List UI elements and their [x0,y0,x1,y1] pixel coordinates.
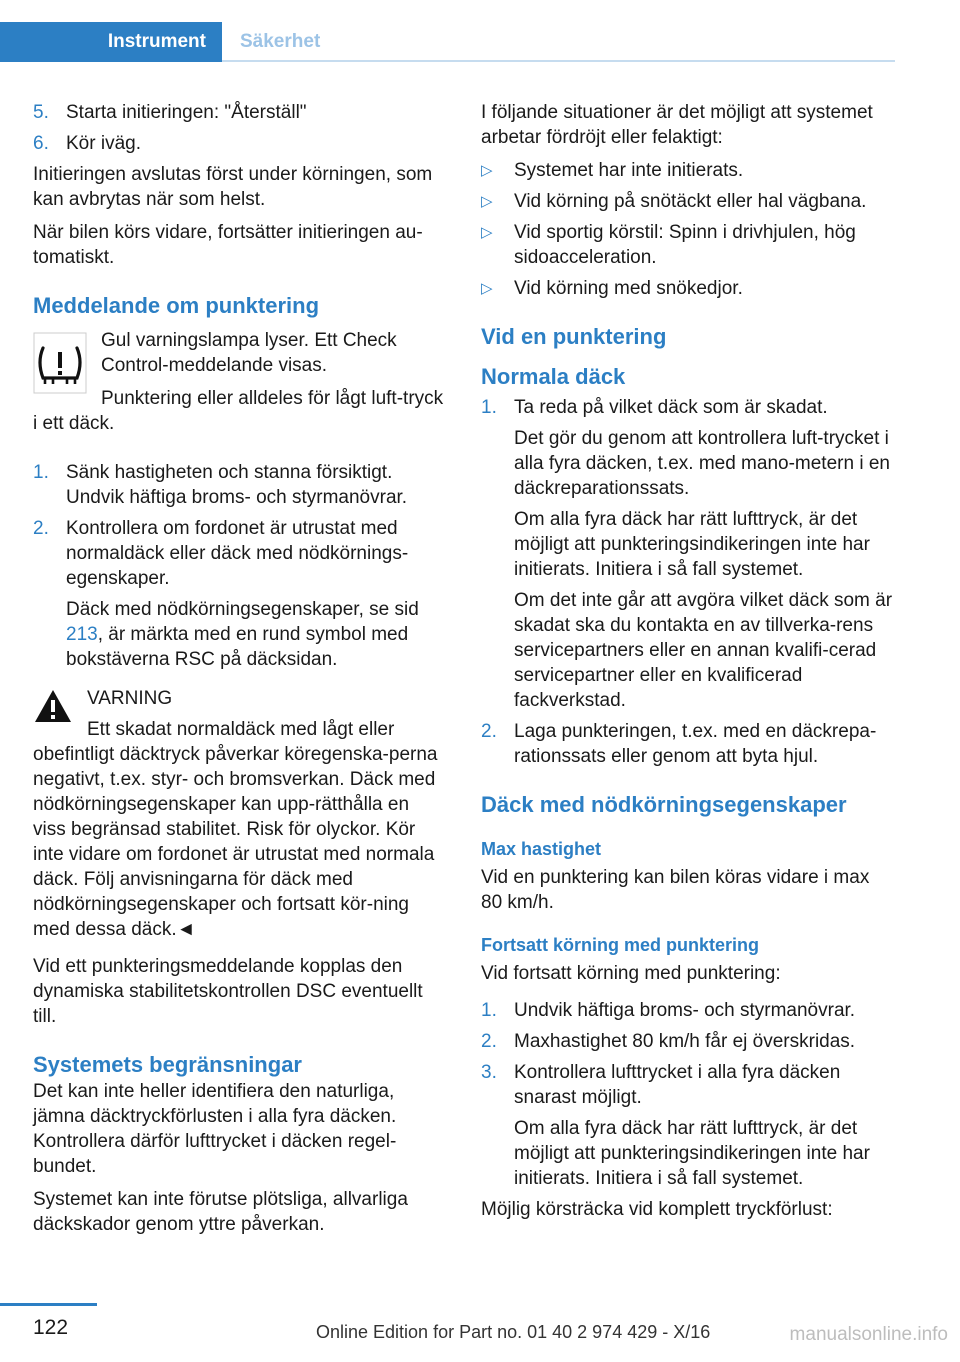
bullet-triangle-icon: ▷ [481,280,493,297]
watermark: manualsonline.info [789,1324,948,1345]
list-number: 1. [33,462,49,483]
list-item [481,1060,895,1191]
list-item [33,131,445,156]
paragraph: I följande situationer är det möjligt att systemet arbetar fördröjt eller felaktigt: [481,102,873,148]
page-number: 122 [33,1316,69,1339]
edition-footer: Online Edition for Part no. 01 40 2 974 429 - X/16 [316,1322,711,1342]
paragraph: Vid fortsatt körning med punktering: [481,963,781,984]
warning-text: Ett skadat normaldäck med lågt eller obefintligt däcktryck påverkar köregenska-perna negativt, t.ex. styr- och bromsverkan. Däck med nödkörningsegenskaper kan upp-rätthålla en viss begränsad stabilitet. Risk för olyckor. Kör inte vidare om fordonet är utrustat med normala däck. Följ anvisningarna för däck med nödkörningsegenskaper och fortsatt kör-ning med dessa däck.◄ [33,719,438,940]
list-text: Kontrollera lufttrycket i alla fyra däcken snarast möjligt. [514,1062,841,1108]
list-subtext: Om alla fyra däck har rätt lufttryck, är det möjligt att punkteringsindikeringen inte har initierats. Initiera i så fall systemet. [514,509,870,580]
tab-underline [222,60,895,62]
list-item [481,1029,895,1054]
list-item [481,719,895,769]
paragraph: När bilen körs vidare, fortsätter initieringen au-tomatiskt. [33,222,423,268]
heading-limitations: Systemets begränsningar [33,1052,302,1077]
footer-accent-line [0,1303,97,1306]
paragraph: Systemet kan inte förutse plötsliga, allvarliga däckskador genom yttre påverkan. [33,1189,408,1235]
list-item [33,100,445,125]
list-item [481,998,895,1023]
bullet-text: Vid körning med snökedjor. [514,278,743,299]
list-number: 2. [481,1031,497,1052]
list-text: Laga punkteringen, t.ex. med en däckrepa-rationssats eller genom att byta hjul. [514,721,877,767]
list-number: 2. [33,518,49,539]
list-item [33,460,445,510]
list-number: 3. [481,1062,497,1083]
list-subtext [66,597,445,672]
subtext-after: , är märkta med en rund symbol med bokstäverna RSC på däcksidan. [66,624,409,670]
paragraph: Vid en punktering kan bilen köras vidare i max 80 km/h. [481,867,870,913]
heading-max-speed: Max hastighet [481,839,602,859]
heading-at-puncture: Vid en punktering [481,324,667,349]
list-subtext: Om det inte går att avgöra vilket däck som är skadat ska du kontakta en av tillverka-rens servicepartners eller en annan kvalifi-cerad servicepartner eller en kvalificerad fackverkstad. [514,590,893,711]
warning-title: VARNING [87,688,173,709]
list-number: 6. [33,133,49,154]
bullet-triangle-icon: ▷ [481,224,493,241]
paragraph: Det kan inte heller identifiera den naturliga, jämna däcktryckförlusten i alla fyra däcken. Kontrollera därför lufttrycket i däcken regel-bundet. [33,1081,397,1177]
bullet-text: Systemet har inte initierats. [514,160,744,181]
heading-normal-tires: Normala däck [481,364,626,389]
bullet-item [481,220,895,270]
list-text: Undvik häftiga broms- och styrmanövrar. [514,1000,856,1021]
list-number: 1. [481,397,497,418]
list-text: Starta initieringen: "Återställ" [66,102,307,123]
list-text: Kör iväg. [66,133,141,154]
list-text: Maxhastighet 80 km/h får ej överskridas. [514,1031,856,1052]
list-text: Kontrollera om fordonet är utrustat med normaldäck eller däck med nödkörnings-egenskaper. [66,518,409,589]
heading-runflat-tires: Däck med nödkörningsegenskaper [481,792,847,817]
left-column [33,100,445,1245]
list-item [33,516,445,672]
list-number: 2. [481,721,497,742]
header-tabs [0,0,895,62]
list-text: Ta reda på vilket däck som är skadat. [514,397,828,418]
list-number: 1. [481,1000,497,1021]
bullet-text: Vid körning på snötäckt eller hal vägbana. [514,191,867,212]
paragraph: Vid ett punkteringsmeddelande kopplas den dynamiska stabilitetskontrollen DSC eventuellt till. [33,956,423,1027]
warning-triangle-icon [33,688,73,731]
paragraph: Möjlig körsträcka vid komplett tryckförlust: [481,1199,833,1220]
puncture-description: Punktering eller alldeles för lågt luft-tryck i ett däck. [33,388,444,434]
warning-block [33,686,445,942]
list-text: Sänk hastigheten och stanna försiktigt. Undvik häftiga broms- och styrmanövrar. [66,462,408,508]
heading-continue-driving: Fortsatt körning med punktering [481,935,760,955]
tab-sakerhet[interactable]: Säkerhet [240,31,321,52]
paragraph: Initieringen avslutas först under körningen, som kan avbrytas när som helst. [33,164,433,210]
bullet-item [481,158,895,183]
list-subtext: Det gör du genom att kontrollera luft-trycket i alla fyra däcken, t.ex. med mano-metern i en däckreparationssats. [514,428,890,499]
list-number: 5. [33,102,49,123]
bullet-item [481,189,895,214]
page-link-213[interactable]: 213 [66,624,98,645]
heading-puncture-message: Meddelande om punktering [33,293,320,318]
subtext-before: Däck med nödkörningsegenskaper, se sid [66,599,419,620]
lamp-description: Gul varningslampa lyser. Ett Check Control-meddelande visas. [101,330,397,376]
right-column [481,100,895,1230]
bullet-text: Vid sportig körstil: Spinn i drivhjulen, hög sidoacceleration. [514,222,856,268]
list-item [481,395,895,713]
bullet-item [481,276,895,301]
list-subtext: Om alla fyra däck har rätt lufttryck, är det möjligt att punkteringsindikeringen inte har initierats. Initiera i så fall systemet. [514,1118,870,1189]
bullet-triangle-icon: ▷ [481,162,493,179]
bullet-triangle-icon: ▷ [481,193,493,210]
tab-instrument[interactable]: Instrument [0,22,222,62]
tire-pressure-warning-icon [33,332,87,401]
